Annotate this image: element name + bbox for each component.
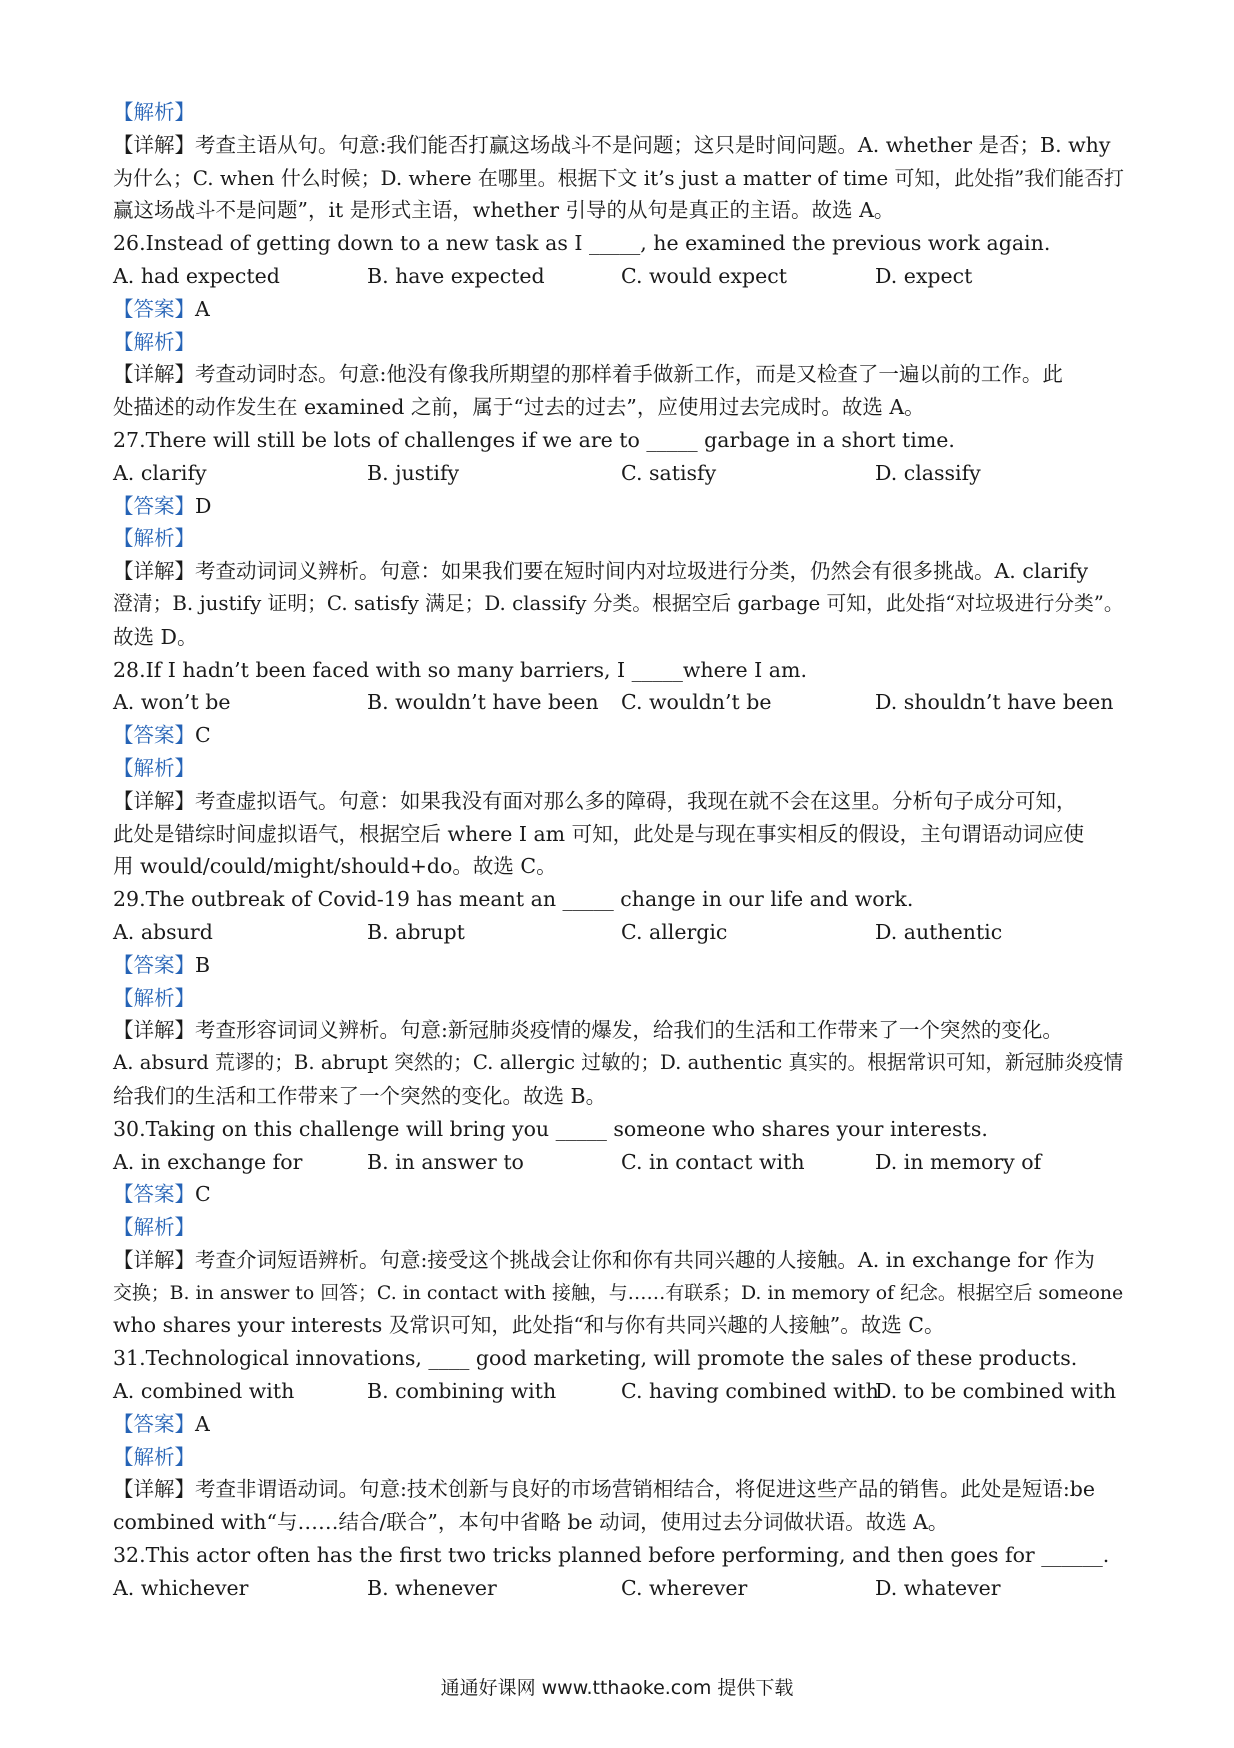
- detail-line: 赢这场战斗不是问题”，it 是形式主语，whether 引导的从句是真正的主语。故选 A。: [113, 198, 895, 223]
- detail-line: who shares your interests 及常识可知，此处指“和与你有共同兴趣的人接触”。故选 C。: [113, 1313, 945, 1338]
- answer-value: A: [195, 296, 210, 321]
- detail-line: 【详解】考查主语从句。句意:我们能否打赢这场战斗不是问题；这只是时间问题。A. whether 是否；B. why: [113, 132, 1111, 157]
- document-body: [113, 96, 1129, 1605]
- detail-line: 【详解】考查动词词义辨析。句意：如果我们要在短时间内对垃圾进行分类，仍然会有很多挑战。A. clarify: [113, 559, 1089, 584]
- detail-line: 处描述的动作发生在 examined 之前，属于“过去的过去”，应使用过去完成时。故选 A。: [113, 395, 925, 420]
- answer-value: B: [195, 952, 211, 977]
- options-28: [113, 686, 1129, 719]
- answer-label: 【答案】: [113, 493, 195, 518]
- jiexi-label: 【解析】: [113, 1444, 195, 1469]
- answer-label: 【答案】: [113, 296, 195, 321]
- option-a: A. had expected: [113, 263, 280, 288]
- option-a: A. whichever: [113, 1575, 249, 1600]
- option-a: A. won’t be: [113, 690, 231, 715]
- jiexi-label: 【解析】: [113, 985, 195, 1010]
- option-c: C. satisfy: [621, 460, 717, 485]
- option-b: B. in answer to: [367, 1149, 524, 1174]
- option-a: A. combined with: [113, 1379, 295, 1404]
- detail-line: 交换；B. in answer to 回答；C. in contact with 接触，与……有联系；D. in memory of 纪念。根据空后 someone: [113, 1281, 1124, 1304]
- answer-29: [113, 949, 1129, 982]
- option-b: B. justify: [367, 460, 460, 485]
- answer-label: 【答案】: [113, 1411, 195, 1436]
- detail-line: 故选 D。: [113, 624, 198, 649]
- detail-line: 澄清；B. justify 证明；C. satisfy 满足；D. classify 分类。根据空后 garbage 可知，此处指“对垃圾进行分类”。: [113, 591, 1124, 615]
- option-a: A. clarify: [113, 460, 207, 485]
- page-footer: 通通好课网 www.tthaoke.com 提供下载: [440, 1677, 794, 1699]
- option-b: B. whenever: [367, 1575, 497, 1600]
- options-32: [113, 1572, 1129, 1605]
- answer-28: [113, 719, 1129, 752]
- detail-line: 【详解】考查动词时态。句意:他没有像我所期望的那样着手做新工作，而是又检查了一遍以前的工作。此: [113, 362, 1063, 387]
- option-d: D. in memory of: [875, 1149, 1042, 1174]
- option-d: D. shouldn’t have been: [875, 690, 1114, 715]
- answer-label: 【答案】: [113, 1182, 195, 1207]
- options-31: [113, 1375, 1129, 1408]
- option-c: C. wouldn’t be: [621, 690, 772, 715]
- question-stem-31: 31.Technological innovations, ____ good marketing, will promote the sales of these products.: [113, 1346, 1078, 1371]
- question-stem-27: 27.There will still be lots of challenges if we are to _____ garbage in a short time.: [113, 427, 955, 452]
- question-stem-30: 30.Taking on this challenge will bring you _____ someone who shares your interests.: [113, 1116, 988, 1141]
- option-c: C. in contact with: [621, 1149, 805, 1174]
- options-27: [113, 457, 1129, 490]
- option-c: C. would expect: [621, 263, 787, 288]
- answer-label: 【答案】: [113, 952, 195, 977]
- answer-31: [113, 1408, 1129, 1441]
- answer-30: [113, 1178, 1129, 1211]
- question-stem-29: 29.The outbreak of Covid-19 has meant an _____ change in our life and work.: [113, 887, 914, 912]
- option-c: C. allergic: [621, 919, 728, 944]
- answer-26: [113, 293, 1129, 326]
- answer-value: C: [195, 723, 211, 748]
- jiexi-label: 【解析】: [113, 100, 195, 124]
- option-b: B. combining with: [367, 1379, 557, 1404]
- option-d: D. authentic: [875, 919, 1003, 944]
- detail-line: 【详解】考查非谓语动词。句意:技术创新与良好的市场营销相结合，将促进这些产品的销售。此处是短语:be: [113, 1477, 1096, 1502]
- jiexi-label: 【解析】: [113, 329, 195, 354]
- jiexi-label: 【解析】: [113, 526, 195, 551]
- option-c: C. having combined with: [621, 1379, 879, 1404]
- option-a: A. in exchange for: [113, 1149, 303, 1174]
- option-b: B. wouldn’t have been: [367, 690, 599, 715]
- option-d: D. whatever: [875, 1575, 1001, 1600]
- option-d: D. to be combined with: [875, 1379, 1117, 1404]
- option-d: D. expect: [875, 263, 973, 288]
- answer-27: [113, 490, 1129, 523]
- option-b: B. abrupt: [367, 919, 465, 944]
- option-d: D. classify: [875, 460, 981, 485]
- option-c: C. wherever: [621, 1575, 748, 1600]
- answer-label: 【答案】: [113, 723, 195, 748]
- answer-value: C: [195, 1182, 211, 1207]
- detail-line: 【详解】考查虚拟语气。句意：如果我没有面对那么多的障碍，我现在就不会在这里。分析句子成分可知，: [113, 788, 1077, 813]
- option-b: B. have expected: [367, 263, 545, 288]
- detail-line: 【详解】考查介词短语辨析。句意:接受这个挑战会让你和你有共同兴趣的人接触。A. in exchange for 作为: [113, 1247, 1095, 1272]
- answer-value: D: [195, 493, 212, 518]
- options-26: [113, 260, 1129, 293]
- detail-line: A. absurd 荒谬的；B. abrupt 突然的；C. allergic 过敏的；D. authentic 真实的。根据常识可知，新冠肺炎疫情: [113, 1051, 1124, 1075]
- question-stem-28: 28.If I hadn’t been faced with so many barriers, I _____where I am.: [113, 657, 807, 682]
- detail-line: 为什么；C. when 什么时候；D. where 在哪里。根据下文 it’s just a matter of time 可知，此处指”我们能否打: [113, 165, 1124, 190]
- jiexi-label: 【解析】: [113, 1215, 195, 1240]
- options-30: [113, 1146, 1129, 1179]
- detail-line: 给我们的生活和工作带来了一个突然的变化。故选 B。: [113, 1083, 607, 1108]
- options-29: [113, 916, 1129, 949]
- detail-line: 用 would/could/might/should+do。故选 C。: [113, 854, 557, 879]
- detail-line: combined with“与……结合/联合”，本句中省略 be 动词，使用过去分词做状语。故选 A。: [113, 1510, 949, 1535]
- question-stem-26: 26.Instead of getting down to a new task as I _____, he examined the previous work again.: [113, 231, 1051, 256]
- detail-line: 此处是错综时间虚拟语气，根据空后 where I am 可知，此处是与现在事实相反的假设，主句谓语动词应使: [113, 821, 1085, 846]
- question-stem-32: 32.This actor often has the first two tricks planned before performing, and then goes for ______.: [113, 1543, 1110, 1568]
- jiexi-label: 【解析】: [113, 755, 195, 780]
- option-a: A. absurd: [113, 919, 213, 944]
- answer-value: A: [195, 1411, 210, 1436]
- detail-line: 【详解】考查形容词词义辨析。句意:新冠肺炎疫情的爆发，给我们的生活和工作带来了一个突然的变化。: [113, 1018, 1063, 1043]
